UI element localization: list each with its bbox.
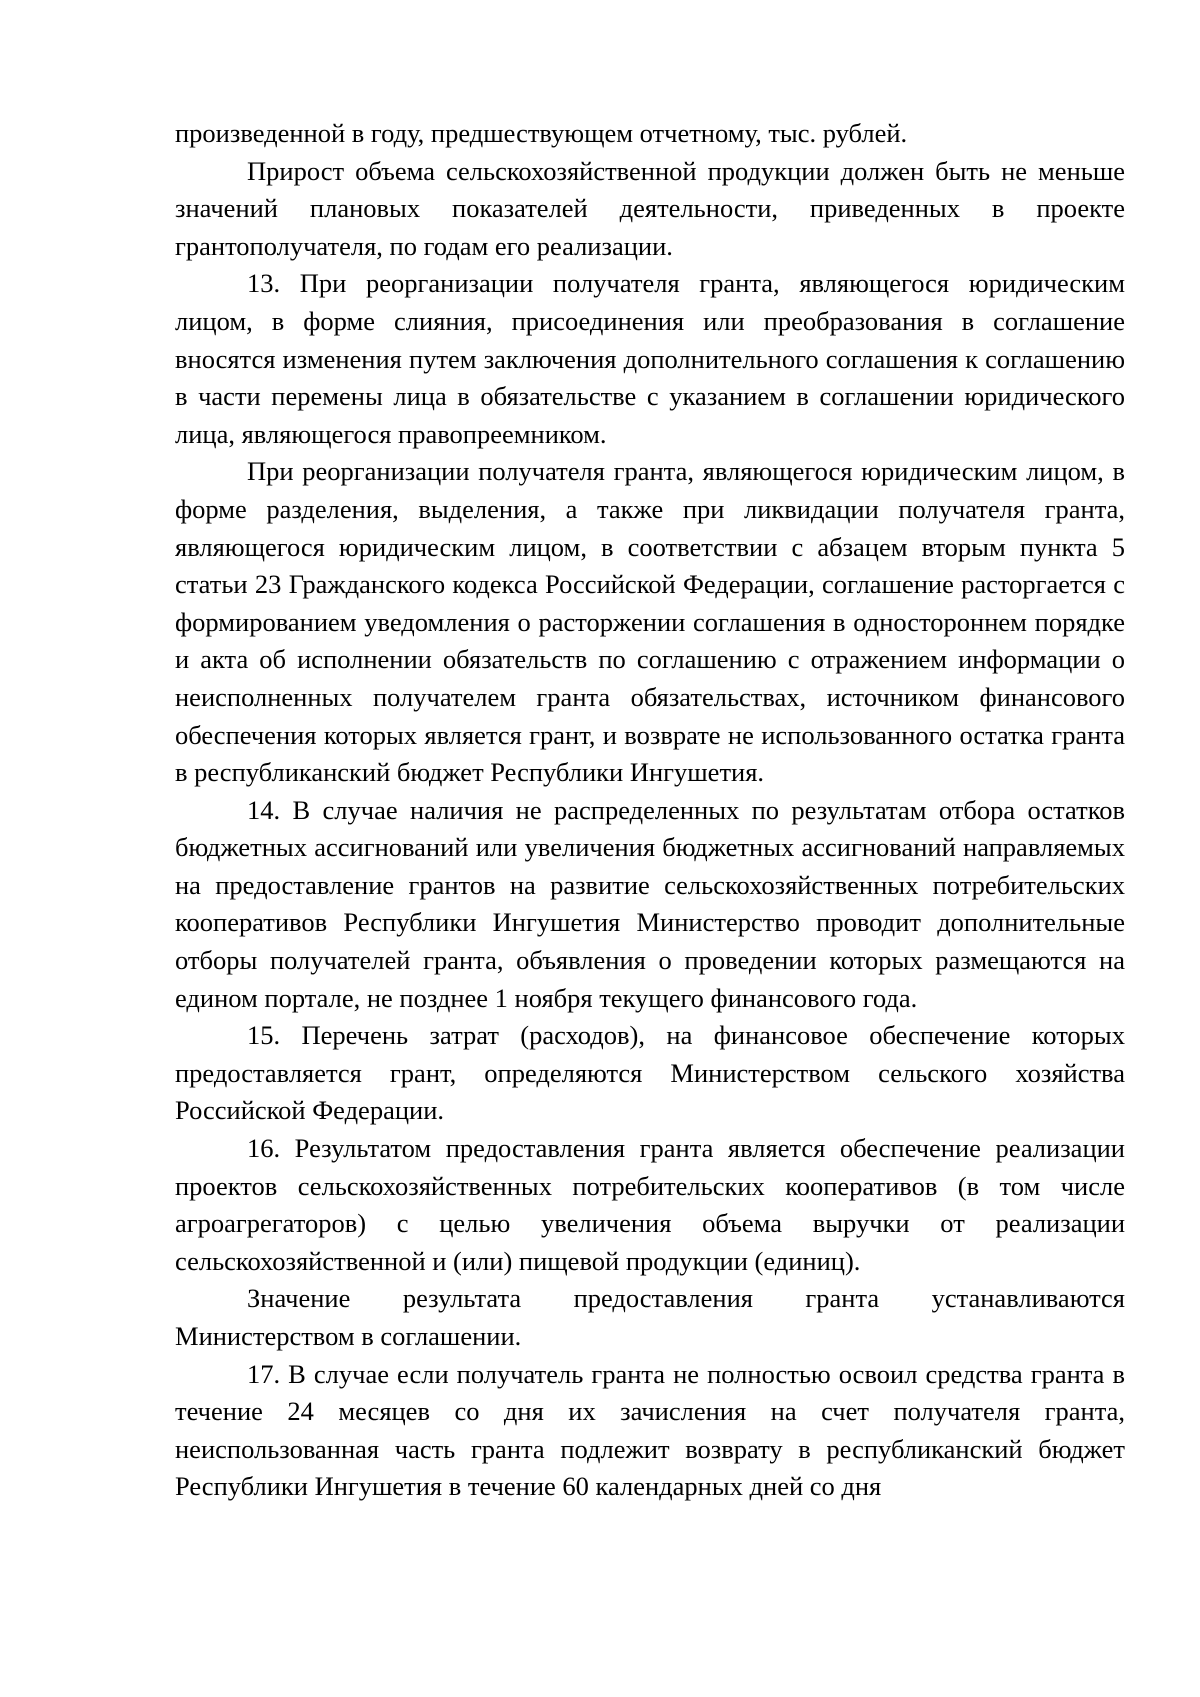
paragraph-15: 15. Перечень затрат (расходов), на финансовое обеспечение которых предоставляется грант, определяются Министерством сельского хозяйства Российской Федерации. (175, 1020, 1125, 1126)
paragraph-14: 14. В случае наличия не распределенных по результатам отбора остатков бюджетных ассигнований или увеличения бюджетных ассигнований направляемых на предоставление грантов на развитие сельскохозяйственных потребительских кооперативов Республики Ингушетия Министерство проводит дополнительные отборы получателей гранта, объявления о проведении которых размещаются на едином портале, не позднее 1 ноября текущего финансового года. (175, 794, 1125, 1013)
paragraph-continuation: произведенной в году, предшествующем отчетному, тыс. рублей. (175, 118, 908, 148)
paragraph-16: 16. Результатом предоставления гранта является обеспечение реализации проектов сельскохозяйственных потребительских кооперативов (в том числе агроагрегаторов) с целью увеличения объема выручки от реализации сельскохозяйственной и (или) пищевой продукции (единиц). (175, 1133, 1125, 1276)
document-body (175, 115, 1125, 1506)
paragraph-13: 13. При реорганизации получателя гранта, являющегося юридическим лицом, в форме слияния, присоединения или преобразования в соглашение вносятся изменения путем заключения дополнительного соглашения к соглашению в части перемены лица в обязательстве с указанием в соглашении юридического лица, являющегося правопреемником. (175, 268, 1125, 449)
paragraph-17: 17. В случае если получатель гранта не полностью освоил средства гранта в течение 24 месяцев со дня их зачисления на счет получателя гранта, неиспользованная часть гранта подлежит возврату в республиканский бюджет Республики Ингушетия в течение 60 календарных дней со дня (175, 1358, 1125, 1502)
paragraph-result-value: Значение результата предоставления гранта устанавливаются Министерством в соглашении. (175, 1283, 1125, 1351)
paragraph-reorganization: При реорганизации получателя гранта, являющегося юридическим лицом, в форме разделения, выделения, а также при ликвидации получателя гранта, являющегося юридическим лицом, в соответствии с абзацем вторым пункта 5 статьи 23 Гражданского кодекса Российской Федерации, соглашение расторгается с формированием уведомления о расторжении соглашения в одностороннем порядке и акта об исполнении обязательств по соглашению с отражением информации о неисполненных получателем гранта обязательствах, источником финансового обеспечения которых является грант, и возврате не использованного остатка гранта в республиканский бюджет Республики Ингушетия. (175, 456, 1125, 788)
paragraph-growth: Прирост объема сельскохозяйственной продукции должен быть не меньше значений плановых показателей деятельности, приведенных в проекте грантополучателя, по годам его реализации. (175, 155, 1125, 261)
